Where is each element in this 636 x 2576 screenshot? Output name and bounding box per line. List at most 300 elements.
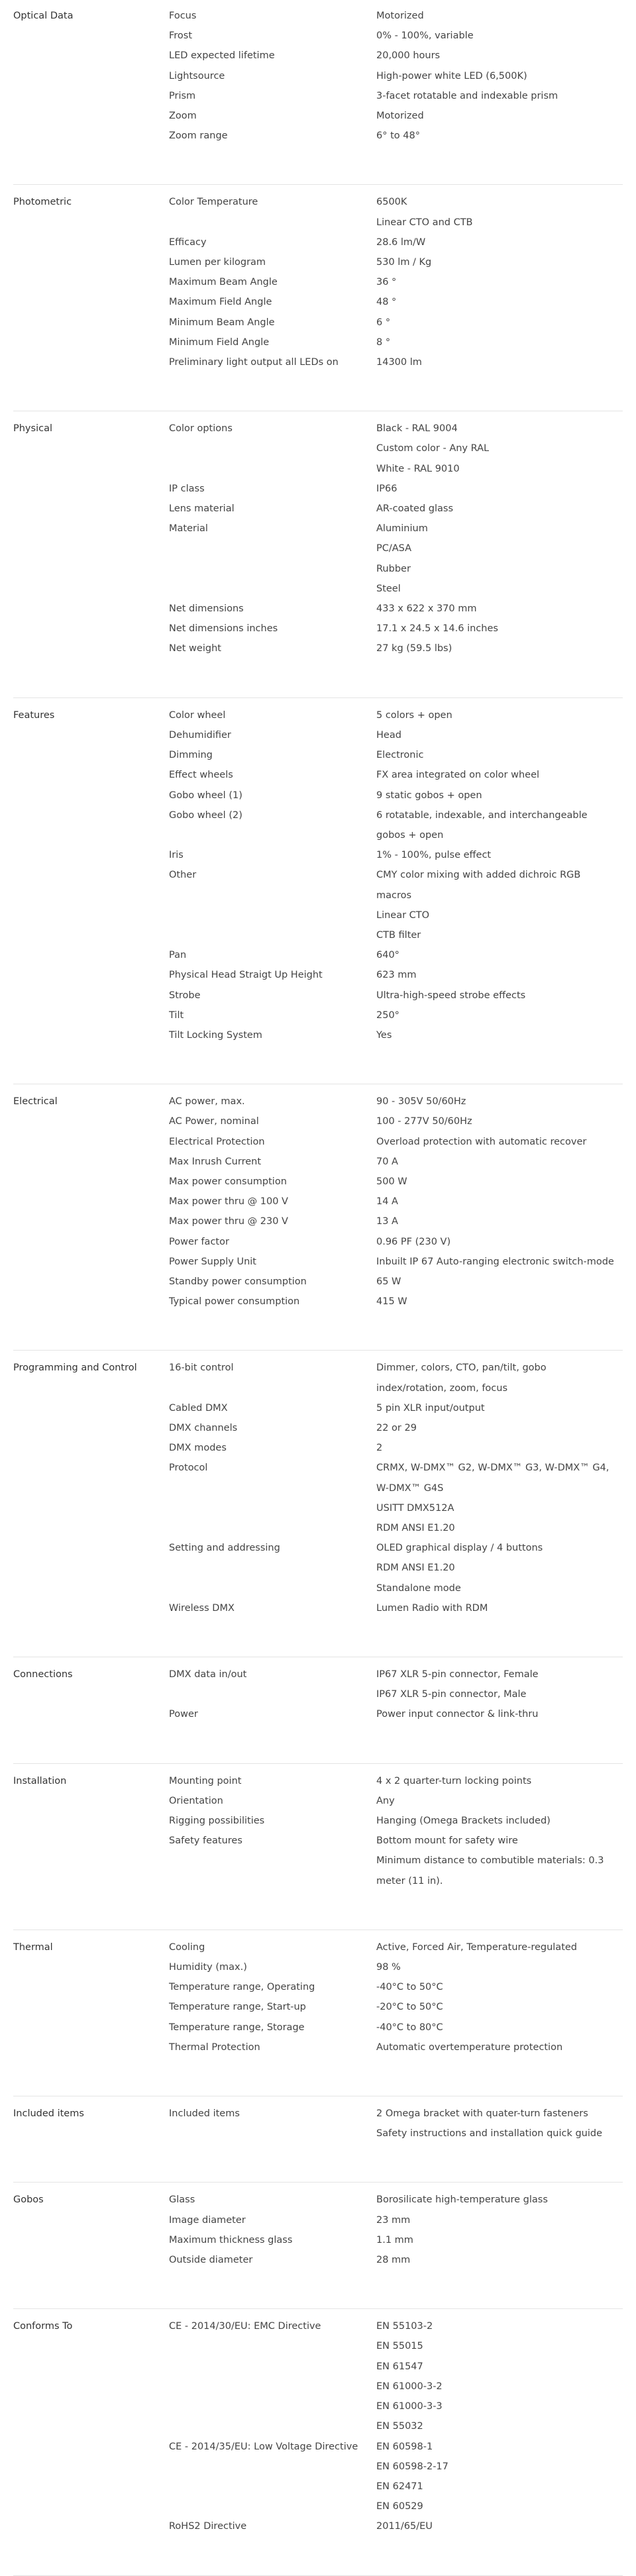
spec-label: Max power thru @ 100 V bbox=[169, 1196, 288, 1208]
spec-values bbox=[376, 1704, 623, 1724]
spec-row bbox=[169, 745, 623, 765]
spec-value: 70 A bbox=[376, 1156, 398, 1167]
spec-label: Maximum Beam Angle bbox=[169, 277, 278, 288]
spec-values bbox=[376, 86, 623, 106]
spec-values bbox=[376, 2230, 623, 2250]
spec-values bbox=[376, 1791, 623, 1811]
spec-rows bbox=[169, 1358, 623, 1618]
spec-row bbox=[169, 1538, 623, 1598]
spec-label: Material bbox=[169, 523, 208, 535]
spec-row bbox=[169, 1418, 623, 1438]
spec-label: Lumen per kilogram bbox=[169, 257, 266, 268]
spec-values bbox=[376, 1418, 623, 1438]
spec-values bbox=[376, 765, 623, 785]
spec-value: 0.96 PF (230 V) bbox=[376, 1236, 451, 1247]
spec-label: Standby power consumption bbox=[169, 1276, 307, 1287]
spec-section bbox=[13, 0, 623, 185]
spec-values bbox=[376, 2037, 623, 2057]
spec-section bbox=[13, 2096, 623, 2183]
spec-value: Safety instructions and installation quick guide bbox=[376, 2128, 603, 2139]
spec-section bbox=[13, 185, 623, 411]
spec-row bbox=[169, 519, 623, 599]
spec-value: 0% - 100%, variable bbox=[376, 30, 474, 42]
spec-row bbox=[169, 1458, 623, 1538]
spec-rows bbox=[169, 192, 623, 372]
spec-label: Temperature range, Start-up bbox=[169, 2002, 306, 2013]
section-title: Gobos bbox=[13, 2194, 44, 2206]
spec-row bbox=[169, 1092, 623, 1111]
spec-row bbox=[169, 619, 623, 639]
section-title: Thermal bbox=[13, 1941, 53, 1953]
spec-value: 98 % bbox=[376, 1962, 401, 1973]
spec-value: CTB filter bbox=[376, 929, 421, 941]
spec-row bbox=[169, 352, 623, 372]
spec-values bbox=[376, 599, 623, 619]
spec-row bbox=[169, 1937, 623, 1957]
spec-section bbox=[13, 698, 623, 1084]
spec-values bbox=[376, 66, 623, 86]
spec-values bbox=[376, 419, 623, 479]
spec-rows bbox=[169, 2104, 623, 2143]
spec-row bbox=[169, 6, 623, 26]
spec-label: Prism bbox=[169, 90, 196, 101]
spec-section bbox=[13, 1351, 623, 1657]
spec-values bbox=[376, 1358, 623, 1398]
spec-row bbox=[169, 192, 623, 232]
spec-label: Temperature range, Operating bbox=[169, 1982, 315, 1993]
spec-value: EN 61000-3-2 bbox=[376, 2381, 443, 2392]
spec-row bbox=[169, 2018, 623, 2037]
spec-value: EN 55015 bbox=[376, 2341, 423, 2352]
spec-value: 22 or 29 bbox=[376, 1422, 417, 1433]
spec-row bbox=[169, 1211, 623, 1231]
spec-values bbox=[376, 1997, 623, 2017]
spec-values bbox=[376, 786, 623, 805]
spec-values bbox=[376, 46, 623, 66]
spec-label: Lens material bbox=[169, 503, 235, 515]
section-title: Optical Data bbox=[13, 11, 74, 21]
spec-label: AC power, max. bbox=[169, 1096, 245, 1108]
spec-values bbox=[376, 1272, 623, 1292]
spec-values bbox=[376, 2104, 623, 2143]
spec-value: 27 kg (59.5 lbs) bbox=[376, 643, 452, 654]
spec-value: 28 mm bbox=[376, 2255, 411, 2266]
spec-values bbox=[376, 1458, 623, 1538]
spec-label: IP class bbox=[169, 483, 205, 494]
spec-section bbox=[13, 1084, 623, 1351]
spec-label: Included items bbox=[169, 2108, 240, 2120]
spec-value: 1% - 100%, pulse effect bbox=[376, 850, 492, 861]
spec-section bbox=[13, 2309, 623, 2575]
spec-label: Efficacy bbox=[169, 236, 207, 248]
spec-label: CE - 2014/35/EU: Low Voltage Directive bbox=[169, 2441, 358, 2452]
spec-value: Motorized bbox=[376, 111, 424, 122]
spec-value: EN 60598-1 bbox=[376, 2441, 433, 2452]
spec-values bbox=[376, 725, 623, 745]
spec-row bbox=[169, 1704, 623, 1724]
spec-value: 500 W bbox=[376, 1176, 407, 1187]
spec-value: 433 x 622 x 370 mm bbox=[376, 603, 477, 615]
spec-label: Max Inrush Current bbox=[169, 1156, 262, 1167]
spec-values bbox=[376, 1211, 623, 1231]
spec-values bbox=[376, 805, 623, 845]
spec-value: 2 bbox=[376, 1443, 383, 1454]
spec-label: Physical Head Straigt Up Height bbox=[169, 970, 323, 981]
spec-values bbox=[376, 965, 623, 985]
spec-values bbox=[376, 1025, 623, 1045]
spec-value: Black - RAL 9004 bbox=[376, 423, 458, 435]
spec-value: Linear CTO and CTB bbox=[376, 217, 473, 228]
spec-row bbox=[169, 725, 623, 745]
spec-values bbox=[376, 1665, 623, 1704]
spec-value: 14 A bbox=[376, 1196, 398, 1208]
spec-row bbox=[169, 1957, 623, 1977]
spec-value: 8 ° bbox=[376, 336, 391, 348]
spec-label: Temperature range, Storage bbox=[169, 2022, 305, 2033]
spec-label: Glass bbox=[169, 2194, 195, 2206]
spec-row bbox=[169, 945, 623, 965]
spec-value: High-power white LED (6,500K) bbox=[376, 70, 527, 81]
spec-value: AR-coated glass bbox=[376, 503, 454, 515]
spec-values bbox=[376, 192, 623, 232]
section-title: Included items bbox=[13, 2108, 84, 2120]
spec-label: Outside diameter bbox=[169, 2255, 253, 2266]
spec-value: Automatic overtemperature protection bbox=[376, 2041, 563, 2053]
spec-value: 23 mm bbox=[376, 2214, 411, 2226]
spec-values bbox=[376, 1152, 623, 1172]
spec-row bbox=[169, 705, 623, 725]
spec-values bbox=[376, 1192, 623, 1211]
spec-row bbox=[169, 639, 623, 658]
spec-value: 100 - 277V 50/60Hz bbox=[376, 1116, 472, 1127]
spec-values bbox=[376, 1398, 623, 1418]
spec-label: RoHS2 Directive bbox=[169, 2521, 247, 2532]
spec-label: CE - 2014/30/EU: EMC Directive bbox=[169, 2321, 321, 2332]
spec-row bbox=[169, 26, 623, 46]
spec-label: Net dimensions inches bbox=[169, 623, 278, 635]
spec-value: 36 ° bbox=[376, 277, 397, 288]
spec-label: Gobo wheel (1) bbox=[169, 790, 242, 801]
spec-label: Zoom bbox=[169, 111, 197, 122]
spec-value: Lumen Radio with RDM bbox=[376, 1602, 488, 1614]
spec-values bbox=[376, 1811, 623, 1831]
section-title: Connections bbox=[13, 1669, 73, 1680]
spec-label: Net dimensions bbox=[169, 603, 244, 615]
spec-row bbox=[169, 2037, 623, 2057]
spec-label: Preliminary light output all LEDs on bbox=[169, 357, 339, 368]
spec-values bbox=[376, 619, 623, 639]
spec-values bbox=[376, 705, 623, 725]
section-title: Physical bbox=[13, 423, 52, 435]
spec-value: 4 x 2 quarter-turn locking points bbox=[376, 1775, 532, 1786]
spec-value: 48 ° bbox=[376, 297, 397, 308]
spec-value: EN 55032 bbox=[376, 2421, 423, 2432]
spec-value: Steel bbox=[376, 583, 401, 594]
spec-row bbox=[169, 786, 623, 805]
spec-values bbox=[376, 2250, 623, 2270]
spec-section bbox=[13, 411, 623, 697]
spec-label: DMX modes bbox=[169, 1443, 227, 1454]
spec-row bbox=[169, 1292, 623, 1312]
spec-row bbox=[169, 1252, 623, 1272]
spec-label: Tilt Locking System bbox=[169, 1029, 262, 1041]
spec-label: Electrical Protection bbox=[169, 1136, 265, 1147]
spec-rows bbox=[169, 2190, 623, 2270]
spec-row bbox=[169, 1665, 623, 1704]
spec-rows bbox=[169, 2316, 623, 2536]
section-title: Programming and Control bbox=[13, 1363, 137, 1374]
spec-row bbox=[169, 1272, 623, 1292]
spec-row bbox=[169, 499, 623, 519]
spec-rows bbox=[169, 705, 623, 1045]
spec-label: Strobe bbox=[169, 990, 201, 1001]
spec-row bbox=[169, 1025, 623, 1045]
spec-label: DMX data in/out bbox=[169, 1669, 247, 1680]
spec-values bbox=[376, 499, 623, 519]
spec-values bbox=[376, 1957, 623, 1977]
spec-value: Inbuilt IP 67 Auto-ranging electronic switch-mode bbox=[376, 1256, 614, 1267]
spec-label: Protocol bbox=[169, 1463, 208, 1474]
spec-values bbox=[376, 945, 623, 965]
spec-value: EN 62471 bbox=[376, 2481, 423, 2492]
spec-values bbox=[376, 2018, 623, 2037]
spec-label: Wireless DMX bbox=[169, 1602, 235, 1614]
spec-label: Zoom range bbox=[169, 130, 228, 142]
spec-label: Color options bbox=[169, 423, 233, 435]
spec-value: Linear CTO bbox=[376, 909, 430, 921]
spec-value: EN 61000-3-3 bbox=[376, 2401, 443, 2412]
spec-row bbox=[169, 1977, 623, 1997]
spec-values bbox=[376, 292, 623, 312]
spec-row bbox=[169, 252, 623, 272]
spec-values bbox=[376, 865, 623, 945]
spec-row bbox=[169, 1831, 623, 1891]
spec-value: 14300 lm bbox=[376, 357, 422, 368]
spec-value: -20°C to 50°C bbox=[376, 2002, 443, 2013]
spec-label: Typical power consumption bbox=[169, 1296, 300, 1308]
spec-row bbox=[169, 86, 623, 106]
spec-values bbox=[376, 639, 623, 658]
spec-value: 530 lm / Kg bbox=[376, 257, 432, 268]
spec-value: White - RAL 9010 bbox=[376, 463, 460, 474]
spec-row bbox=[169, 2516, 623, 2536]
spec-label: Setting and addressing bbox=[169, 1543, 280, 1554]
spec-rows bbox=[169, 1665, 623, 1725]
spec-label: Color Temperature bbox=[169, 197, 258, 208]
spec-values bbox=[376, 126, 623, 146]
spec-values bbox=[376, 352, 623, 372]
spec-row bbox=[169, 2316, 623, 2436]
spec-row bbox=[169, 1398, 623, 1418]
spec-row bbox=[169, 1438, 623, 1458]
spec-label: Safety features bbox=[169, 1835, 242, 1847]
spec-value: 5 colors + open bbox=[376, 709, 452, 721]
spec-row bbox=[169, 1111, 623, 1131]
spec-rows bbox=[169, 419, 623, 658]
spec-value: 640° bbox=[376, 950, 399, 961]
spec-label: Cabled DMX bbox=[169, 1402, 228, 1414]
spec-label: Dimming bbox=[169, 750, 213, 761]
spec-section bbox=[13, 1930, 623, 2096]
spec-value: Hanging (Omega Brackets included) bbox=[376, 1816, 551, 1827]
spec-values bbox=[376, 1292, 623, 1312]
spec-label: Iris bbox=[169, 850, 184, 861]
spec-values bbox=[376, 1771, 623, 1791]
spec-row bbox=[169, 805, 623, 845]
spec-rows bbox=[169, 6, 623, 146]
spec-values bbox=[376, 106, 623, 126]
spec-value: 6° to 48° bbox=[376, 130, 420, 142]
spec-values bbox=[376, 2316, 623, 2436]
spec-label: Focus bbox=[169, 11, 197, 21]
spec-value: EN 61547 bbox=[376, 2361, 423, 2372]
spec-value: Any bbox=[376, 1795, 395, 1806]
spec-values bbox=[376, 1092, 623, 1111]
spec-value: 2 Omega bracket with quater-turn fasteners bbox=[376, 2108, 588, 2120]
spec-value: 90 - 305V 50/60Hz bbox=[376, 1096, 466, 1108]
spec-rows bbox=[169, 1092, 623, 1312]
spec-row bbox=[169, 333, 623, 352]
spec-label: DMX channels bbox=[169, 1422, 238, 1433]
spec-label: Mounting point bbox=[169, 1775, 242, 1786]
spec-value: IP67 XLR 5-pin connector, Female bbox=[376, 1669, 539, 1680]
spec-value: RDM ANSI E1.20 bbox=[376, 1523, 455, 1533]
spec-row bbox=[169, 419, 623, 479]
spec-values bbox=[376, 1172, 623, 1192]
spec-value: Electronic bbox=[376, 750, 424, 761]
spec-rows bbox=[169, 1771, 623, 1891]
spec-row bbox=[169, 2230, 623, 2250]
spec-label: Thermal Protection bbox=[169, 2041, 260, 2053]
spec-label: Image diameter bbox=[169, 2214, 246, 2226]
spec-values bbox=[376, 232, 623, 252]
spec-value: 28.6 lm/W bbox=[376, 236, 426, 248]
spec-label: Power bbox=[169, 1709, 198, 1720]
spec-values bbox=[376, 1831, 623, 1891]
spec-value: FX area integrated on color wheel bbox=[376, 770, 540, 781]
spec-values bbox=[376, 1132, 623, 1152]
spec-value: 623 mm bbox=[376, 970, 417, 981]
spec-values bbox=[376, 313, 623, 333]
spec-values bbox=[376, 1977, 623, 1997]
spec-values bbox=[376, 1111, 623, 1131]
spec-row bbox=[169, 965, 623, 985]
spec-label: Dehumidifier bbox=[169, 729, 231, 741]
spec-value: 2011/65/EU bbox=[376, 2521, 433, 2532]
spec-values bbox=[376, 6, 623, 26]
spec-row bbox=[169, 2104, 623, 2143]
spec-row bbox=[169, 126, 623, 146]
spec-label: Effect wheels bbox=[169, 770, 233, 781]
spec-value: 6 ° bbox=[376, 317, 391, 328]
spec-label: LED expected lifetime bbox=[169, 50, 275, 62]
spec-row bbox=[169, 845, 623, 865]
spec-value: IP66 bbox=[376, 483, 398, 494]
spec-label: Gobo wheel (2) bbox=[169, 809, 242, 821]
spec-row bbox=[169, 232, 623, 252]
spec-value: EN 55103-2 bbox=[376, 2321, 433, 2332]
spec-values bbox=[376, 479, 623, 499]
spec-label: Minimum Beam Angle bbox=[169, 317, 275, 328]
spec-value: -40°C to 80°C bbox=[376, 2022, 443, 2033]
spec-value: 65 W bbox=[376, 1276, 401, 1287]
spec-label: Rigging possibilities bbox=[169, 1816, 265, 1827]
spec-value: EN 60529 bbox=[376, 2501, 423, 2512]
spec-value: Yes bbox=[376, 1029, 392, 1041]
spec-value: 5 pin XLR input/output bbox=[376, 1402, 485, 1414]
spec-row bbox=[169, 1132, 623, 1152]
spec-row bbox=[169, 106, 623, 126]
spec-label: Power factor bbox=[169, 1236, 229, 1247]
spec-row bbox=[169, 2210, 623, 2230]
spec-value: Dimmer, colors, CTO, pan/tilt, gobo index/rotation, zoom, focus bbox=[376, 1363, 547, 1394]
spec-label: Cooling bbox=[169, 1941, 205, 1953]
spec-label: Tilt bbox=[169, 1009, 184, 1021]
spec-values bbox=[376, 1937, 623, 1957]
spec-values bbox=[376, 26, 623, 46]
spec-row bbox=[169, 1172, 623, 1192]
spec-section bbox=[13, 1764, 623, 1930]
spec-value: Bottom mount for safety wire bbox=[376, 1835, 518, 1847]
spec-value: CRMX, W-DMX™ G2, W-DMX™ G3, W-DMX™ G4, W-DMX™ G4S bbox=[376, 1463, 610, 1494]
spec-values bbox=[376, 1438, 623, 1458]
spec-values bbox=[376, 2516, 623, 2536]
spec-row bbox=[169, 986, 623, 1005]
spec-value: IP67 XLR 5-pin connector, Male bbox=[376, 1689, 527, 1700]
spec-label: Maximum Field Angle bbox=[169, 297, 272, 308]
spec-label: Color wheel bbox=[169, 709, 226, 721]
spec-value: -40°C to 50°C bbox=[376, 1982, 443, 1993]
spec-values bbox=[376, 2210, 623, 2230]
spec-row bbox=[169, 313, 623, 333]
spec-label: Power Supply Unit bbox=[169, 1256, 256, 1267]
spec-value: 13 A bbox=[376, 1216, 398, 1227]
spec-values bbox=[376, 745, 623, 765]
spec-row bbox=[169, 1811, 623, 1831]
spec-row bbox=[169, 2250, 623, 2270]
spec-values bbox=[376, 333, 623, 352]
spec-values bbox=[376, 1252, 623, 1272]
spec-row bbox=[169, 292, 623, 312]
spec-value: Borosilicate high-temperature glass bbox=[376, 2194, 548, 2206]
section-title: Features bbox=[13, 709, 55, 721]
spec-value: Power input connector & link-thru bbox=[376, 1709, 539, 1720]
spec-row bbox=[169, 1358, 623, 1398]
spec-row bbox=[169, 1997, 623, 2017]
spec-value: Standalone mode bbox=[376, 1582, 461, 1594]
spec-value: Head bbox=[376, 729, 401, 741]
spec-label: 16-bit control bbox=[169, 1363, 234, 1374]
spec-row bbox=[169, 1232, 623, 1252]
spec-label: Maximum thickness glass bbox=[169, 2234, 293, 2245]
spec-row bbox=[169, 479, 623, 499]
spec-row bbox=[169, 66, 623, 86]
spec-values bbox=[376, 272, 623, 292]
spec-values bbox=[376, 1005, 623, 1025]
spec-row bbox=[169, 599, 623, 619]
spec-value: 3-facet rotatable and indexable prism bbox=[376, 90, 558, 101]
spec-value: CMY color mixing with added dichroic RGB macros bbox=[376, 870, 581, 901]
spec-value: USITT DMX512A bbox=[376, 1502, 454, 1514]
spec-value: Rubber bbox=[376, 563, 411, 574]
spec-values bbox=[376, 986, 623, 1005]
spec-values bbox=[376, 1598, 623, 1618]
spec-label: Pan bbox=[169, 950, 187, 961]
spec-label: Max power thru @ 230 V bbox=[169, 1216, 288, 1227]
section-title: Conforms To bbox=[13, 2321, 73, 2332]
spec-label: AC Power, nominal bbox=[169, 1116, 259, 1127]
spec-value: Custom color - Any RAL bbox=[376, 443, 490, 454]
